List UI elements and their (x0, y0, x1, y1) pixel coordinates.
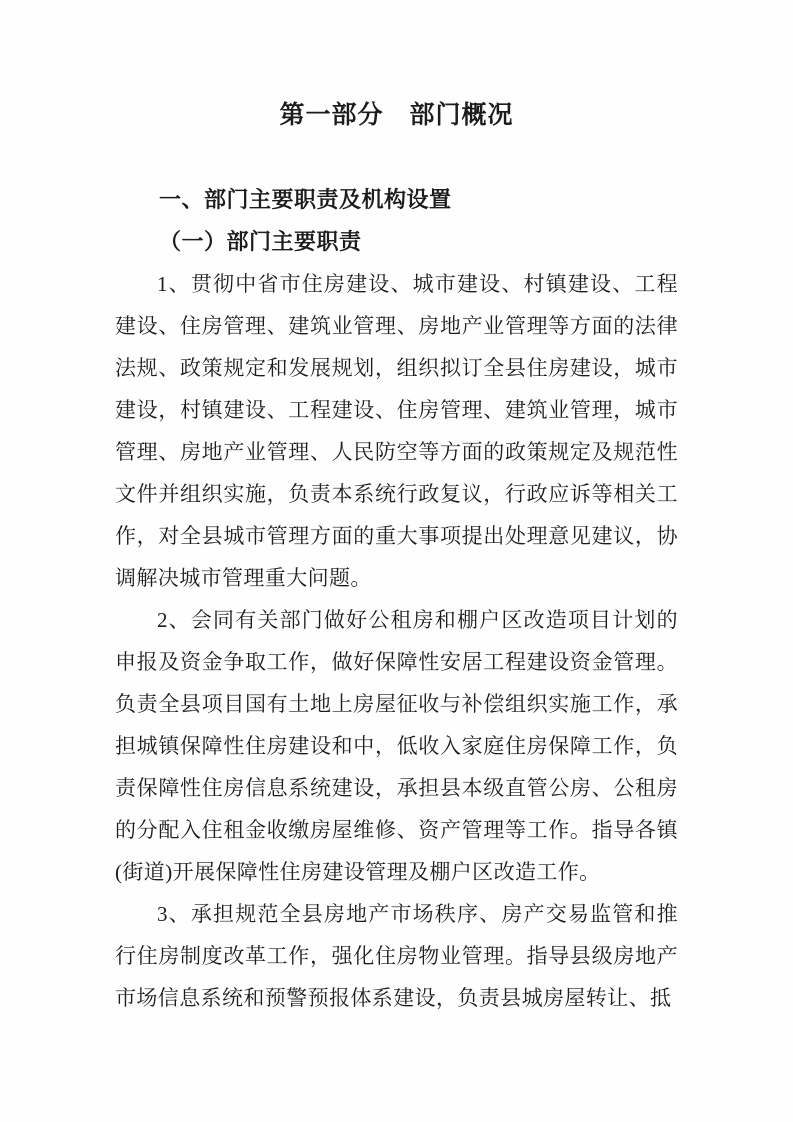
paragraph-duty-1: 1、贯彻中省市住房建设、城市建设、村镇建设、工程建设、住房管理、建筑业管理、房地产业管理等方面的法律法规、政策规定和发展规划，组织拟订全县住房建设，城市建设，村镇建设、工程建设、住房管理、建筑业管理，城市管理、房地产业管理、人民防空等方面的政策规定及规范性文件并组织实施，负责本系统行政复议，行政应诉等相关工作，对全县城市管理方面的重大事项提出处理意见建议，协调解决城市管理重大问题。 (115, 272, 678, 590)
paragraph-duty-2: 2、会同有关部门做好公租房和棚户区改造项目计划的申报及资金争取工作，做好保障性安居工程建设资金管理。负责全县项目国有土地上房屋征收与补偿组织实施工作，承担城镇保障性住房建设和中，低收入家庭住房保障工作，负责保障性住房信息系统建设，承担县本级直管公房、公租房的分配入住租金收缴房屋维修、资产管理等工作。指导各镇(街道)开展保障性住房建设管理及棚户区改造工作。 (115, 608, 678, 884)
paragraph-duty-3: 3、承担规范全县房地产市场秩序、房产交易监管和推行住房制度改革工作，强化住房物业管理。指导县级房地产市场信息系统和预警预报体系建设，负责县城房屋转让、抵 (115, 902, 678, 1010)
subsection-heading: （一）部门主要职责 (159, 229, 362, 254)
section-heading: 一、部门主要职责及机构设置 (159, 187, 452, 212)
page-title: 第一部分 部门概况 (279, 102, 514, 129)
